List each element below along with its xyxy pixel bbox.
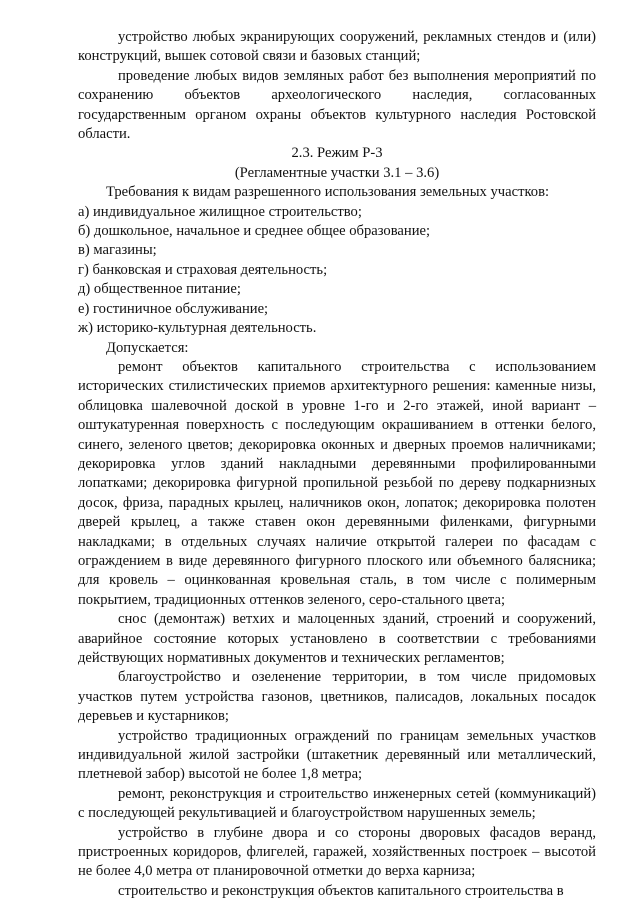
document-page <box>78 28 596 901</box>
requirements-intro: Требования к видам разрешенного использования земельных участков: <box>106 184 550 201</box>
paragraph-utilities: ремонт, реконструкция и строительство инженерных сетей (коммуникаций) с последующей рекультивацией и благоустройством нарушенных земель; <box>78 785 596 822</box>
paragraph-outbuildings: устройство в глубине двора и со стороны дворовых фасадов веранд, пристроенных коридоров, флигелей, гаражей, хозяйственных построек – высотой не более 4,0 метра от планировочной отметки до верха карниза; <box>78 824 596 880</box>
section-subheading: (Регламентные участки 3.1 – 3.6) <box>234 164 440 181</box>
paragraph-demolition: снос (демонтаж) ветхих и малоценных зданий, строений и сооружений, аварийное состояние которых установлено в соответствии с требованиями действующих нормативных документов и технических регламентов; <box>78 611 596 666</box>
list-item: а) индивидуальное жилищное строительство; <box>78 203 362 220</box>
list-item: ж) историко-культурная деятельность. <box>78 320 317 337</box>
paragraph-screens: устройство любых экранирующих сооружений, рекламных стендов и (или) конструкций, вышек сотовой связи и базовых станций; <box>78 29 596 65</box>
list-item: г) банковская и страховая деятельность; <box>78 261 328 278</box>
list-item: е) гостиничное обслуживание; <box>78 300 269 317</box>
paragraph-landscaping: благоустройство и озеленение территории, в том числе придомовых участков путем устройства газонов, цветников, палисадов, локальных посадок деревьев и кустарников; <box>78 669 596 725</box>
list-item: б) дошкольное, начальное и среднее общее образование; <box>78 223 431 240</box>
paragraph-repair: ремонт объектов капитального строительства с использованием исторических стилистических приемов архитектурного решения: каменные низы, облицовка шалевочной доской в уровне 1-го и 2-го этажей, иной вариант – оштукатуренная поверхность с последующим окрашиванием в оттенки белого, синего, зеленого цветов; декорировка оконных и дверных проемов наличниками; декорировка углов зданий накладными деревянными профилированными лопатками; декорировка фигурной пропильной резьбой по дереву подкарнизных досок, фриза, парадных крылец, наличников окон, лопаток; декорировка полотен дверей крылец, а также ставен окон деревянными филенками, фигурными накладками; в отдельных случаях наличие открытой галереи по фасадам с ограждением в виде деревянного фигурного плоского или объемного балясника; для кровель – оцинкованная кровельная сталь, в том числе с полимерным покрытием, традиционных оттенков зеленого, серо-стального цвета; <box>78 358 596 608</box>
list-item: д) общественное питание; <box>78 281 241 298</box>
list-item: в) магазины; <box>78 242 157 259</box>
allowed-label: Допускается: <box>106 339 189 356</box>
paragraph-fences: устройство традиционных ограждений по границам земельных участков индивидуальной жилой застройки (штакетник деревянный или металлический, плетневой забор) высотой не более 1,8 метра; <box>78 727 596 783</box>
paragraph-construction: строительство и реконструкция объектов капитального строительства в <box>118 882 564 899</box>
paragraph-earthworks: проведение любых видов земляных работ без выполнения мероприятий по сохранению объектов археологического наследия, согласованных государственным органом охраны объектов культурного наследия Ростовской области. <box>78 67 596 143</box>
section-heading: 2.3. Режим Р-3 <box>291 145 383 162</box>
